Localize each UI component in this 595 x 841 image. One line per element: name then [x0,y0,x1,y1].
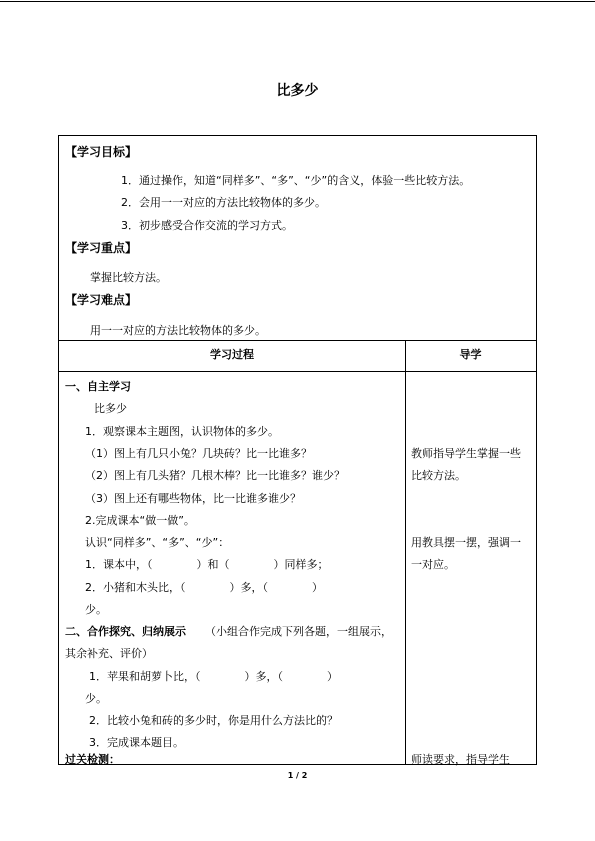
key-points-text: 掌握比较方法。 [90,271,167,284]
process-line: 1．课本中，（ ）和（ ）同样多； [85,558,329,571]
col-header-guide: 导学 [459,348,482,361]
process-line: （3）图上还有哪些物体，比一比谁多谁少？ [85,492,301,505]
table-rule [59,340,536,341]
guide-line: 师读要求，指导学生 [411,753,510,766]
top-rule [0,1,595,2]
objective-item: 2．会用一一对应的方法比较物体的多少。 [121,196,326,209]
col-header-process: 学习过程 [210,348,254,361]
table-rule [59,371,536,372]
process-line: 1．观察课本主题图，认识物体的多少。 [85,425,279,438]
section-heading: 过关检测： [65,753,120,766]
process-line: （2）图上有几头猪？几根木棒？比一比谁多？谁少？ [85,469,345,482]
difficulties-text: 用一一对应的方法比较物体的多少。 [90,324,266,337]
process-line: 1．苹果和胡萝卜比，（ ）多，（ ） [89,670,338,683]
lesson-table [58,135,537,765]
process-line: 2.完成课本“做一做”。 [85,514,195,527]
guide-line: 比较方法。 [411,469,466,482]
process-line: 2．小猪和木头比，（ ）多，（ ） [85,581,323,594]
process-line: 比多少 [94,402,127,415]
process-line: （小组合作完成下列各题，一组展示， [205,625,392,638]
process-line: 认识“同样多”、“多”、“少”： [85,536,230,549]
process-line: 2．比较小兔和砖的多少时，你是用什么方法比的？ [89,714,338,727]
guide-line: 用教具摆一摆，强调一 [411,536,521,549]
key-points-heading: 【学习重点】 [65,241,138,255]
process-line: （1）图上有几只小兔？几块砖？比一比谁多？ [85,447,312,460]
column-divider [405,340,406,764]
process-line: 少。 [85,603,107,616]
section-heading: 一、自主学习 [65,380,131,393]
section-heading: 二、合作探究、归纳展示 [65,625,186,638]
process-line: 少。 [85,692,107,705]
page-title: 比多少 [276,83,319,99]
page-number: 1 / 2 [287,771,308,780]
guide-line: 一对应。 [411,558,455,571]
objective-item: 3．初步感受合作交流的学习方式。 [121,219,293,232]
process-line: 其余补充、评价） [65,647,153,660]
guide-line: 教师指导学生掌握一些 [411,447,521,460]
objective-item: 1．通过操作，知道“同样多”、“多”、“少”的含义，体验一些比较方法。 [121,174,471,187]
objectives-heading: 【学习目标】 [65,145,138,159]
process-line: 3．完成课本题目。 [89,736,184,749]
difficulties-heading: 【学习难点】 [65,293,138,307]
